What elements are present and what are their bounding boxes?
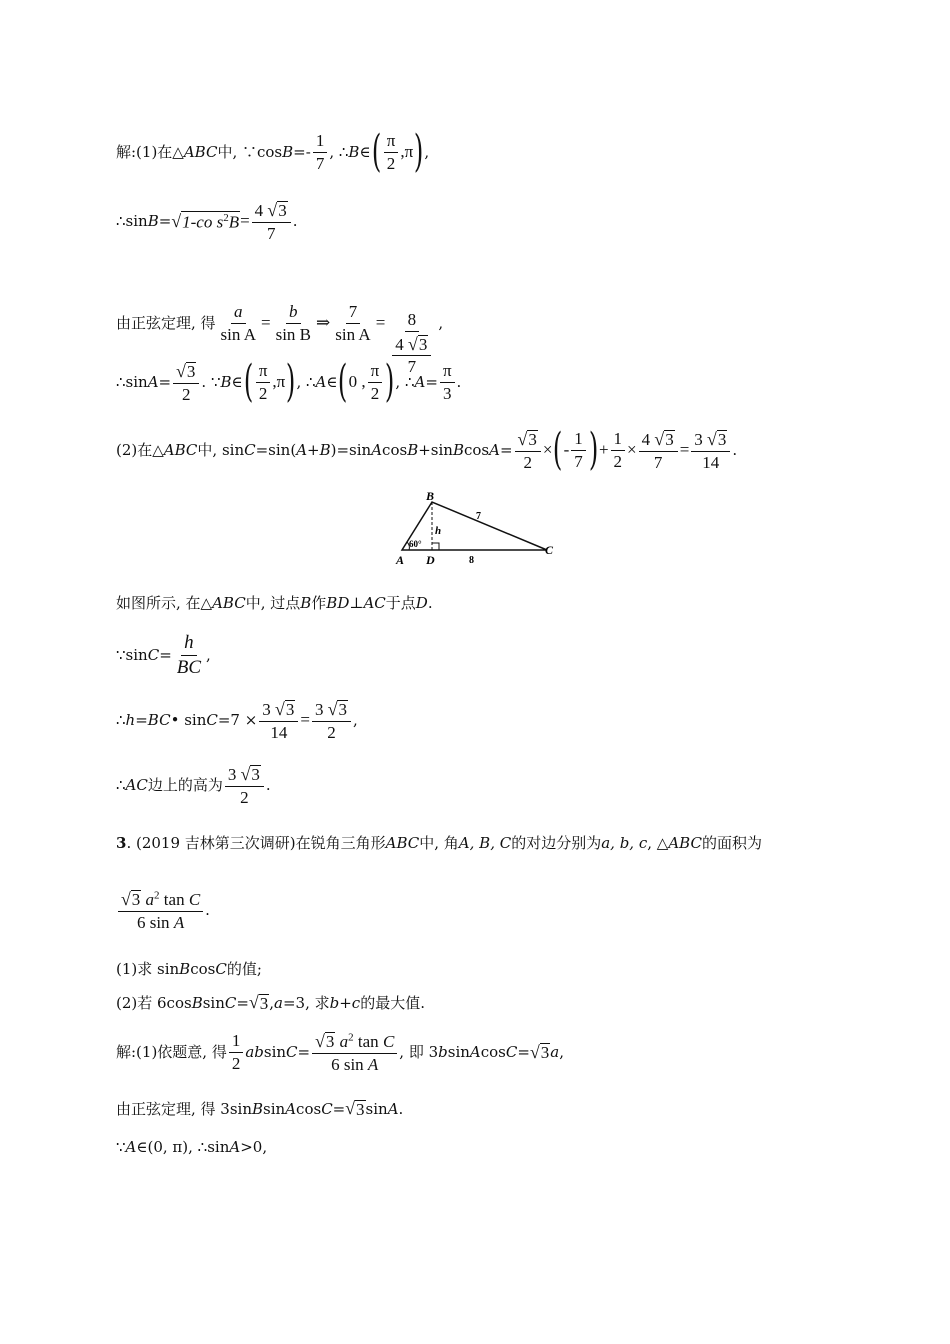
text: A [147, 373, 159, 392]
denominator: 7 [574, 451, 583, 471]
text: B [252, 1099, 264, 1118]
text: 4 [254, 201, 264, 221]
text: B [191, 993, 203, 1012]
text: × [627, 439, 637, 459]
solution-3-line-3 [116, 1138, 267, 1156]
denominator: 2 [258, 383, 268, 403]
text: a [145, 890, 155, 910]
denominator: 7 [315, 153, 325, 173]
text: a, b, c [601, 834, 648, 852]
numerator: b [286, 302, 301, 324]
numerator: π [256, 361, 271, 383]
text: A [469, 1043, 481, 1062]
text: 中, 角 [419, 834, 459, 852]
text: 中, 过点 [245, 594, 301, 612]
text: C [244, 441, 256, 460]
text: = [499, 441, 513, 460]
text: , [559, 1043, 564, 1062]
left-paren: ( [553, 424, 563, 476]
text: ,π [400, 141, 414, 161]
text: BC [147, 711, 171, 730]
fraction: 3 √ 3 2 [225, 763, 264, 807]
text: ABC [668, 834, 702, 852]
text: 3 [285, 700, 295, 719]
text: B [407, 441, 419, 460]
fraction [229, 1031, 244, 1073]
text: C [286, 1043, 298, 1062]
text: = [260, 313, 271, 333]
text: , ∴ [329, 143, 349, 161]
text: A [285, 1099, 297, 1118]
text: =3, 求 [282, 993, 330, 1012]
text: AC [125, 776, 148, 795]
text: 解:(1)在△ [116, 143, 184, 161]
numerator: π [368, 361, 383, 383]
text: 4 [395, 334, 404, 354]
text: ∵ [116, 1138, 126, 1156]
text: cos [480, 1043, 506, 1062]
text: 作 [311, 594, 327, 612]
text: , 即 3 [399, 1043, 439, 1062]
text: ∴sin [116, 373, 148, 392]
text: A [229, 1138, 241, 1156]
text: b [438, 1043, 448, 1062]
text: BD [326, 594, 350, 612]
fraction [571, 429, 586, 471]
right-paren: ) [588, 424, 599, 476]
solution-line-height [116, 763, 271, 807]
text: = [300, 709, 310, 729]
text: b+c [329, 993, 361, 1012]
text: ∈ [326, 373, 338, 392]
text: tan [163, 890, 185, 910]
numerator: 7 [346, 302, 361, 324]
text: (2)若 6cos [116, 993, 192, 1012]
text: = [236, 993, 249, 1012]
label-7: 7 [476, 511, 481, 522]
right-paren: ) [385, 356, 395, 408]
text: 0 , [348, 371, 366, 391]
text: 3 [694, 430, 703, 450]
text: A [367, 1054, 379, 1074]
text: 3 [356, 1100, 365, 1119]
text: C [505, 1043, 518, 1062]
text: . (2019 吉林第三次调研)在锐角三角形 [126, 834, 386, 852]
denominator: sin A [220, 324, 256, 344]
fraction: 3 √ 3 2 [312, 698, 351, 742]
text: A [125, 1138, 137, 1156]
text: 中, ∵cos [217, 143, 283, 161]
denominator: 2 [182, 384, 191, 404]
fraction [273, 302, 314, 344]
text: B [220, 373, 232, 392]
right-paren: ) [286, 356, 296, 408]
text: . ∵ [201, 373, 221, 392]
text: 如图所示, 在△ [116, 594, 213, 612]
text: = [297, 1043, 311, 1062]
text: a [339, 1032, 349, 1052]
text: 6 sin [331, 1054, 364, 1074]
label-c: C [545, 543, 554, 557]
denominator: 14 [270, 722, 288, 742]
numerator: a [231, 302, 246, 324]
left-paren: ( [243, 356, 253, 408]
text: 解:(1)依题意, 得 [116, 1043, 227, 1062]
denominator: 2 [240, 787, 249, 807]
text: = [135, 711, 148, 730]
text: . [265, 776, 271, 795]
text: = [679, 439, 690, 459]
text: , [206, 646, 211, 665]
text: + [598, 439, 609, 459]
text: 3 [131, 890, 141, 909]
text: cos [296, 1099, 322, 1118]
denominator: 2 [231, 1053, 241, 1073]
text: B [300, 594, 312, 612]
text: B [179, 960, 191, 978]
text: , [438, 314, 444, 333]
text: A+B [296, 441, 331, 460]
text: B [147, 212, 159, 231]
text: A [414, 373, 426, 392]
text: 2 [223, 212, 229, 225]
denominator: sin B [275, 324, 312, 344]
text: . [205, 901, 210, 920]
text: cos [382, 441, 408, 460]
solution-line-sinb [116, 199, 298, 243]
text: , [269, 993, 275, 1012]
denominator: 2 [386, 153, 396, 173]
text: sin [202, 993, 225, 1012]
text: 中, sin [197, 441, 245, 460]
fraction: 8 4 √ 3 7 [387, 310, 436, 377]
text: A [371, 441, 383, 460]
label-h: h [435, 525, 442, 537]
problem-3-question-2 [116, 992, 425, 1014]
triangle-abc [402, 502, 547, 550]
numerator: π [384, 131, 399, 153]
solution-3-line-2 [116, 1098, 403, 1120]
text: , [424, 143, 430, 161]
text: 3 [665, 430, 674, 449]
text: ∈(0, π), ∴sin [136, 1138, 230, 1156]
text: sin [365, 1099, 388, 1118]
text: 由正弦定理, 得 [116, 314, 216, 333]
sqrt: √ 1-co $s^2B$ [171, 211, 240, 233]
text: = [425, 373, 438, 392]
text: = [375, 313, 386, 333]
sqrt: √ 3 [345, 1098, 365, 1119]
text: 3 [540, 1043, 550, 1063]
text: C [188, 890, 201, 910]
text: = [332, 1099, 346, 1118]
text: . [398, 1099, 404, 1118]
denominator: 2 [370, 383, 380, 403]
text: ABC [212, 594, 246, 612]
left-paren: ( [371, 126, 381, 177]
text: 由正弦定理, 得 3sin [116, 1099, 253, 1118]
problem-3-question-1 [116, 960, 262, 978]
fraction: √ 3 $a^2$ tan C 6 sin A [312, 1030, 397, 1074]
text: . [427, 594, 433, 612]
text: 2 [348, 1031, 354, 1044]
fraction [368, 361, 383, 403]
fraction [218, 302, 259, 344]
solution-line-h [116, 698, 358, 742]
right-angle-mark [432, 543, 439, 550]
text: 3 [278, 201, 287, 220]
text: 3 [186, 362, 196, 381]
text: ⇒ [316, 313, 331, 333]
numerator: 8 [405, 310, 420, 332]
triangle-diagram [392, 488, 562, 568]
text: cos [463, 441, 490, 460]
text: A, B, C [458, 834, 512, 852]
fraction [174, 632, 204, 679]
text: . [292, 212, 298, 231]
text: C [382, 1032, 395, 1052]
text: 的最大值. [360, 993, 425, 1012]
text: 3 [338, 700, 347, 719]
fraction [611, 429, 626, 471]
text: 3 [251, 765, 260, 784]
solution-line-figure [116, 594, 433, 612]
solution-line-sina [116, 356, 462, 408]
fraction: √ 3 2 [515, 428, 541, 472]
text: sin [263, 1099, 286, 1118]
text: - [563, 439, 570, 459]
fraction: 3 √ 3 14 [259, 698, 298, 742]
text: = [158, 373, 172, 392]
fraction [332, 302, 373, 344]
numerator: 1 [313, 131, 328, 153]
text: ABC [163, 441, 198, 460]
text: )=sin [330, 441, 372, 460]
text: , [352, 711, 358, 730]
sqrt: √ 3 [248, 992, 269, 1013]
text: (1)求 sin [116, 960, 180, 978]
text: ABC [183, 143, 218, 161]
denominator: 2 [327, 722, 336, 742]
text: tan [357, 1032, 379, 1052]
text: B [282, 143, 294, 161]
solution-line-sinc-hbc [116, 632, 211, 679]
text: B [228, 213, 240, 233]
numerator: h [181, 632, 197, 656]
text: . [456, 373, 462, 392]
text: . [732, 441, 738, 460]
text: 1-co s [182, 213, 224, 233]
text: • sin [170, 711, 207, 730]
numerator: 1 [571, 429, 586, 451]
label-b: B [426, 489, 435, 503]
fraction [256, 361, 271, 403]
text: sin [447, 1043, 470, 1062]
text: = [517, 1043, 530, 1062]
text: 3 [259, 994, 269, 1013]
text: ⊥ [349, 594, 364, 612]
text: 的面积为 [701, 834, 762, 852]
denominator: 7 [653, 452, 663, 472]
label-d: D [426, 553, 435, 567]
text: , ∴ [296, 373, 316, 392]
text: a [550, 1043, 560, 1062]
fraction [313, 131, 328, 173]
text: AC [363, 594, 386, 612]
text: 3 [314, 700, 324, 720]
text: (2)在△ [116, 441, 164, 460]
text: C [147, 646, 160, 665]
text: 3 [418, 334, 428, 354]
fraction: 4 √ 3 7 [639, 428, 678, 472]
numerator: 1 [229, 1031, 244, 1053]
text: A [387, 1099, 399, 1118]
text: cos [190, 960, 216, 978]
text: ∈ [231, 373, 243, 392]
text: A [173, 912, 185, 932]
text: h [125, 711, 136, 730]
text: 于点 [385, 594, 416, 612]
text: ∈ [359, 143, 371, 161]
text: =7 × [217, 711, 258, 730]
denominator: 2 [613, 451, 623, 471]
numerator: 1 [611, 429, 626, 451]
text: >0, [240, 1138, 268, 1156]
solution-3-line-1 [116, 1030, 564, 1074]
problem-number: 3 [116, 834, 127, 852]
text: 3 [227, 765, 237, 785]
left-paren: ( [338, 356, 348, 408]
text: a [274, 993, 283, 1012]
text: ∴ [116, 776, 126, 795]
text: ab [245, 1043, 264, 1062]
solution-line-cosb [116, 126, 430, 177]
text: 6 sin [136, 912, 170, 932]
text: ABC [385, 834, 420, 852]
fraction [440, 361, 455, 403]
text: A [489, 441, 500, 460]
text: 3 [325, 1032, 335, 1051]
text: 3 [717, 430, 727, 449]
fraction: 4 √ 3 7 [252, 199, 291, 243]
text: = [159, 646, 172, 665]
text: C [215, 960, 227, 978]
label-a: A [396, 553, 405, 567]
denominator: 2 [523, 452, 532, 472]
problem-3-statement [116, 834, 762, 852]
text: A [315, 373, 327, 392]
text: × [542, 439, 553, 459]
text: ∴sin [116, 212, 148, 231]
denominator: 3 [442, 383, 452, 403]
text: 4 [641, 430, 651, 450]
text: C [206, 711, 218, 730]
text: C [321, 1099, 333, 1118]
denominator: 14 [702, 452, 720, 472]
text: = [240, 210, 250, 230]
text: 3 [528, 430, 537, 449]
text: , ∴ [395, 373, 415, 392]
text: ∵sin [116, 646, 148, 665]
fraction: 3 √ 3 14 [691, 428, 730, 472]
solution-line-sinc [116, 424, 738, 476]
text: 2 [154, 889, 160, 902]
text: sin [263, 1043, 287, 1062]
text: B [452, 441, 464, 460]
text: D [415, 594, 428, 612]
text: ,π [272, 371, 286, 391]
text: 3 [262, 700, 271, 720]
text: 边上的高为 [147, 776, 223, 795]
label-60: 60° [409, 539, 422, 549]
text: B [348, 143, 360, 161]
denominator: BC [176, 656, 202, 678]
text: = [158, 212, 172, 231]
denominator: sin A [335, 324, 371, 344]
text: 的值; [226, 960, 262, 978]
numerator: π [440, 361, 455, 383]
text: =sin( [255, 441, 297, 460]
text: , △ [647, 834, 669, 852]
text: +sin [418, 441, 453, 460]
problem-3-area-formula [116, 888, 210, 932]
text: 的对边分别为 [511, 834, 602, 852]
denominator: 7 [266, 223, 276, 243]
fraction: √ 3 2 [173, 360, 199, 404]
fraction: √ 3 $a^2$ tan C 6 sin A [118, 888, 203, 932]
sqrt: √ 3 [529, 1041, 550, 1063]
label-8: 8 [469, 555, 474, 566]
text: ∴ [116, 711, 126, 730]
right-paren: ) [414, 126, 424, 177]
text: C [224, 993, 237, 1012]
text: =- [293, 143, 311, 161]
fraction [384, 131, 399, 173]
denominator: 7 [407, 357, 417, 377]
